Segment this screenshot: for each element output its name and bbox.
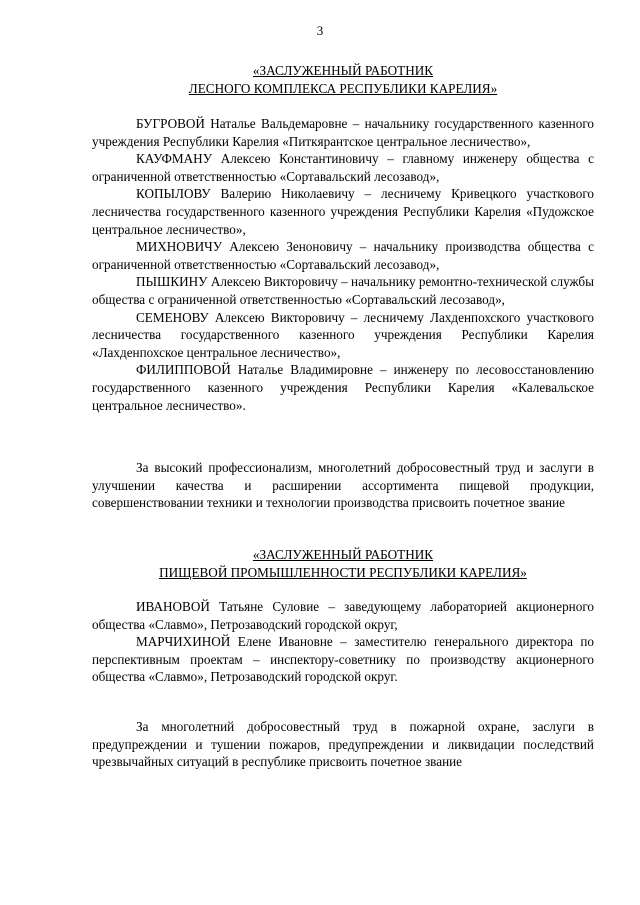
awardee-entry: ФИЛИППОВОЙ Наталье Владимировне – инженеру по лесовосстановлению государственного казенного учреждения Республики Карелия «Калевальское центральное лесничество».	[92, 362, 594, 413]
section1-title	[92, 62, 594, 97]
section1-title-line1: «ЗАСЛУЖЕННЫЙ РАБОТНИК	[252, 63, 434, 78]
section3-intro	[92, 718, 594, 771]
awardee-entry: КАУФМАНУ Алексею Константиновичу – главному инженеру общества с ограниченной ответственностью «Сортавальский лесозавод»,	[92, 151, 594, 184]
awardee-entry: ИВАНОВОЙ Татьяне Суловие – заведующему лабораторией акционерного общества «Славмо», Петрозаводский городской округ,	[92, 599, 594, 632]
intro-paragraph: За многолетний добросовестный труд в пожарной охране, заслуги в предупреждении и тушении пожаров, предупреждении и ликвидации последствий чрезвычайных ситуаций в республике присвоить почетное звание	[92, 719, 594, 770]
awardee-entry: КОПЫЛОВУ Валерию Николаевичу – лесничему Кривецкого участкового лесничества государственного казенного учреждения Республики Карелия «Пудожское центральное лесничество»,	[92, 186, 594, 237]
awardee-entry: СЕМЕНОВУ Алексею Викторовичу – лесничему Лахденпохского участкового лесничества государственного казенного учреждения Республики Карелия «Лахденпохское центральное лесничество»,	[92, 309, 594, 360]
section2-intro	[92, 459, 594, 512]
awardee-entry: МИХНОВИЧУ Алексею Зеноновичу – начальнику производства общества с ограниченной ответственностью «Сортавальский лесозавод»,	[92, 239, 594, 272]
section2-title	[92, 546, 594, 581]
section1-awardee-list	[92, 115, 594, 414]
awardee-entry: МАРЧИХИНОЙ Елене Ивановне – заместителю генерального директора по перспективным проектам – инспектору-советнику по производству акционерного общества «Славмо», Петрозаводский городской округ.	[92, 634, 594, 685]
section1-title-line2: ЛЕСНОГО КОМПЛЕКСА РЕСПУБЛИКИ КАРЕЛИЯ»	[188, 80, 498, 96]
section2-awardee-list	[92, 598, 594, 686]
section2-title-line1: «ЗАСЛУЖЕННЫЙ РАБОТНИК	[252, 547, 434, 562]
page-number: 3	[316, 23, 324, 38]
awardee-entry: БУГРОВОЙ Наталье Вальдемаровне – начальнику государственного казенного учреждения Республики Карелия «Питкярантское центральное лесничество»,	[92, 116, 594, 149]
intro-paragraph: За высокий профессионализм, многолетний добросовестный труд и заслуги в улучшении качества и расширении ассортимента пищевой продукции, совершенствовании техники и технологии производства присвоить почетное звание	[92, 460, 594, 511]
section2-title-line2: ПИЩЕВОЙ ПРОМЫШЛЕННОСТИ РЕСПУБЛИКИ КАРЕЛИЯ»	[159, 564, 527, 580]
awardee-entry: ПЫШКИНУ Алексею Викторовичу – начальнику ремонтно-технической службы общества с ограниченной ответственностью «Сортавальский лесозавод»,	[92, 274, 594, 307]
